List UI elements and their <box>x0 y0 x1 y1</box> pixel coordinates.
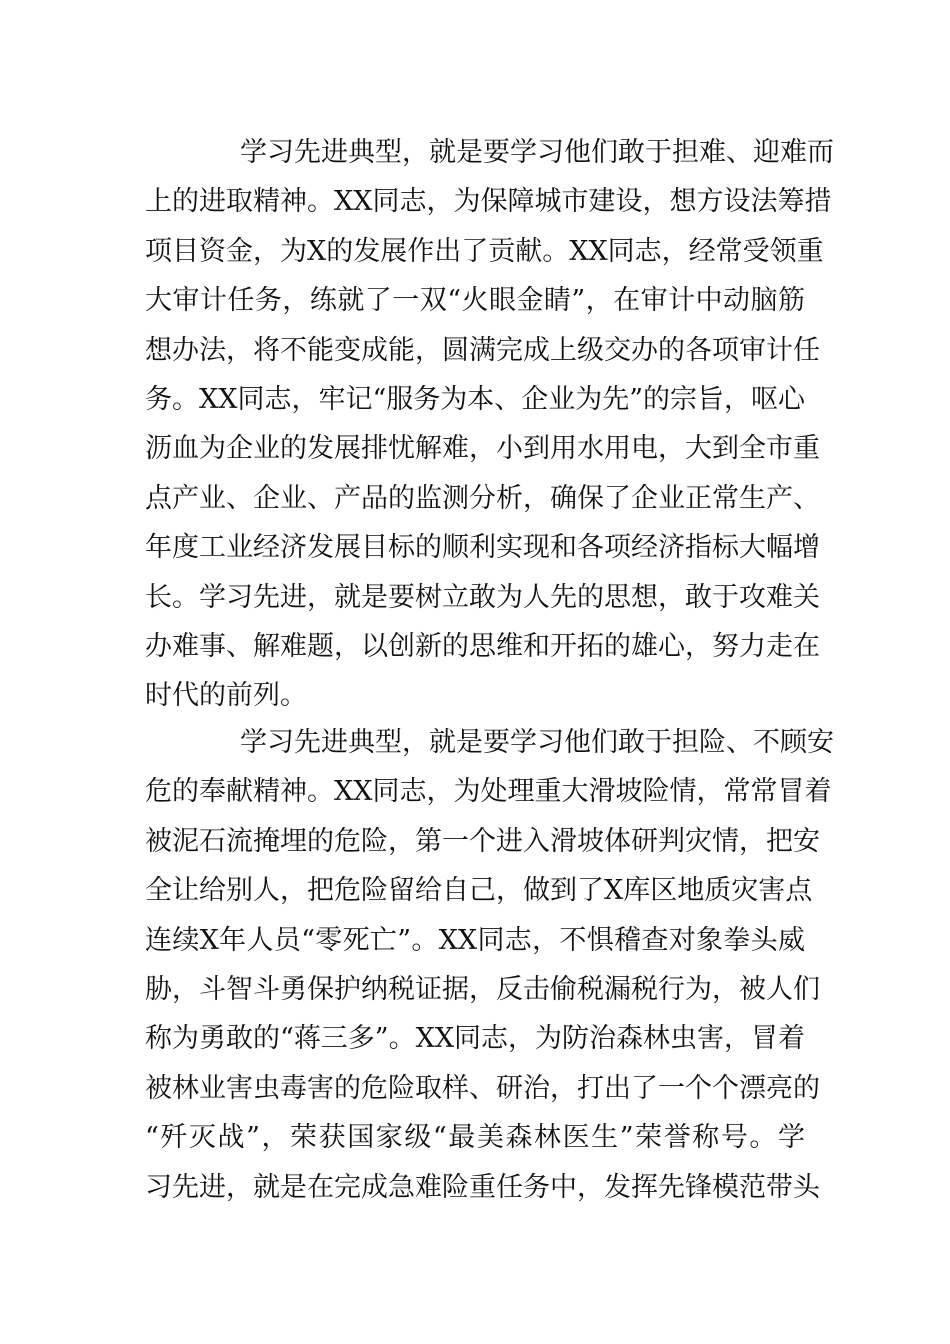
paragraph-line: 年度工业经济发展目标的顺利实现和各项经济指标大幅增 <box>145 532 820 564</box>
paragraph-line: 被泥石流掩埋的危险，第一个进入滑坡体研判灾情，把安 <box>145 825 820 857</box>
paragraph-line: 沥血为企业的发展排忧解难，小到用水用电，大到全市重 <box>145 433 820 465</box>
paragraph-line: 点产业、企业、产品的监测分析，确保了企业正常生产、 <box>145 482 820 514</box>
paragraph-line: 危的奉献精神。XX同志，为处理重大滑坡险情，常常冒着 <box>145 776 832 808</box>
paragraph-1 <box>145 128 834 721</box>
paragraph-line: 学习先进典型，就是要学习他们敢于担难、迎难而 <box>240 137 834 168</box>
paragraph-line: “歼灭战”，荣获国家级“最美森林医生”荣誉称号。学 <box>145 1122 805 1154</box>
paragraph-line: 被林业害虫毒害的危险取样、研治，打出了一个个漂亮的 <box>145 1072 820 1104</box>
paragraph-line: 时代的前列。 <box>145 680 307 712</box>
paragraph-line: 大审计任务，练就了一双“火眼金睛”，在审计中动脑筋 <box>145 285 805 317</box>
paragraph-line: 胁，斗智斗勇保护纳税证据，反击偷税漏税行为，被人们 <box>145 973 820 1005</box>
paragraph-line: 称为勇敢的“蒋三多”。XX同志，为防治森林虫害，冒着 <box>145 1023 806 1055</box>
paragraph-line: 习先进，就是在完成急难险重任务中，发挥先锋模范带头 <box>145 1171 820 1203</box>
paragraph-line: 项目资金，为X的发展作出了贡献。XX同志，经常受领重 <box>145 235 824 267</box>
paragraph-line: 连续X年人员“零死亡”。XX同志，不惧稽查对象拳头威 <box>145 924 805 956</box>
paragraph-line: 全让给别人，把危险留给自己，做到了X库区地质灾害点 <box>145 875 813 907</box>
paragraph-2 <box>145 718 834 1212</box>
paragraph-line: 长。学习先进，就是要树立敢为人先的思想，敢于攻难关 <box>145 581 820 613</box>
paragraph-line: 想办法，将不能变成能，圆满完成上级交办的各项审计任 <box>145 334 820 366</box>
paragraph-line: 办难事、解难题，以创新的思维和开拓的雄心，努力走在 <box>145 630 820 662</box>
paragraph-line: 上的进取精神。XX同志，为保障城市建设，想方设法筹措 <box>145 186 832 218</box>
paragraph-line: 学习先进典型，就是要学习他们敢于担险、不顾安 <box>240 727 834 758</box>
paragraph-line: 务。XX同志，牢记“服务为本、企业为先”的宗旨，呕心 <box>145 383 806 415</box>
